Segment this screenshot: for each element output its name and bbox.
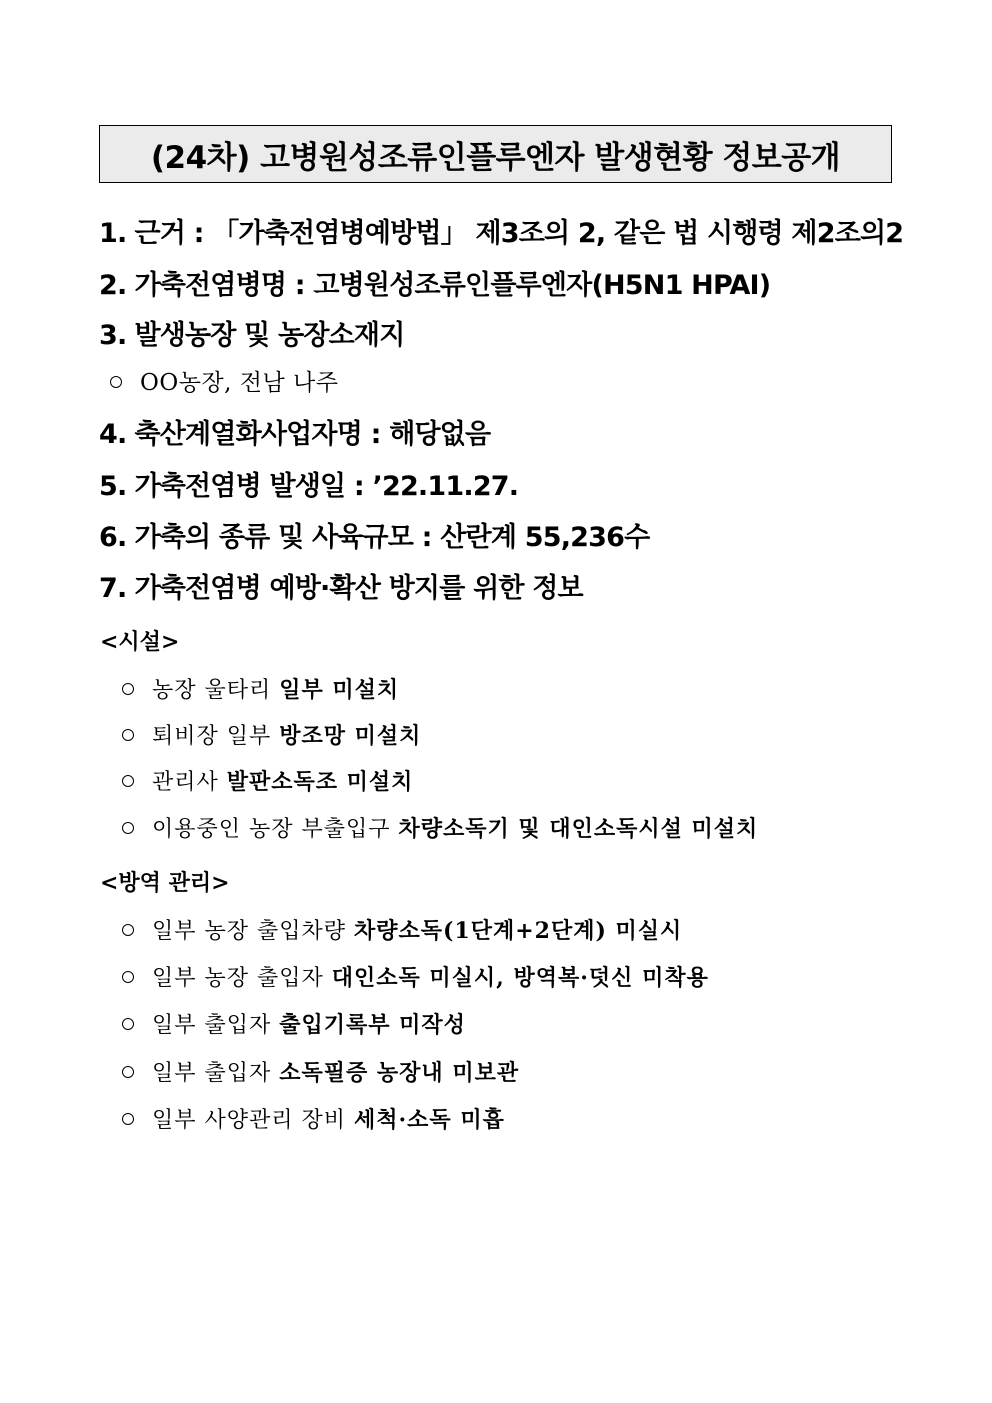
item-bold-text: 대인소독 미실시, 방역복·덧신 미착용 xyxy=(331,965,709,991)
item-plain-text: 일부 출입자 xyxy=(152,1061,280,1086)
farm-location-item xyxy=(110,368,338,398)
management-item xyxy=(122,1105,505,1136)
facilities-label: <시설> xyxy=(100,629,180,655)
heading-farm-location xyxy=(99,319,404,353)
facility-item xyxy=(122,721,421,752)
heading-number: 4. xyxy=(99,419,127,450)
farm-location-text: OO농장, 전남 나주 xyxy=(140,370,339,396)
heading-text: 가축의 종류 및 사육규모 : 산란계 55,236수 xyxy=(134,522,650,553)
heading-livestock-type xyxy=(99,521,649,555)
heading-text: 가축전염병명 : 고병원성조류인플루엔자(H5N1 HPAI) xyxy=(134,270,771,301)
heading-number: 2. xyxy=(99,270,127,301)
heading-outbreak-date xyxy=(99,470,518,504)
item-plain-text: 농장 울타리 xyxy=(152,678,280,703)
heading-number: 5. xyxy=(99,471,127,502)
circle-bullet-icon xyxy=(122,1113,134,1125)
item-plain-text: 일부 농장 출입자 xyxy=(152,966,332,991)
facility-item xyxy=(122,814,758,845)
item-plain-text: 일부 농장 출입차량 xyxy=(152,919,354,944)
item-bold-text: 소독필증 농장내 미보관 xyxy=(279,1060,520,1086)
circle-bullet-icon xyxy=(122,1018,134,1030)
circle-bullet-icon xyxy=(122,729,134,741)
heading-text: 가축전염병 예방·확산 방지를 위한 정보 xyxy=(134,573,583,604)
facility-item xyxy=(122,675,399,706)
item-bold-text: 일부 미설치 xyxy=(279,677,400,703)
heading-text: 축산계열화사업자명 : 해당없음 xyxy=(134,419,491,450)
item-bold-text: 방조망 미설치 xyxy=(279,723,422,749)
item-bold-text: 세척·소독 미흡 xyxy=(354,1107,505,1133)
management-item xyxy=(122,916,682,947)
item-plain-text: 일부 사양관리 장비 xyxy=(152,1108,354,1133)
circle-bullet-icon xyxy=(110,376,122,388)
management-item xyxy=(122,963,709,994)
item-bold-text: 발판소독조 미설치 xyxy=(226,769,414,795)
item-bold-text: 차량소독기 및 대인소독시설 미설치 xyxy=(398,816,759,842)
title-box xyxy=(99,125,892,183)
item-plain-text: 일부 출입자 xyxy=(152,1013,280,1038)
page-title: (24차) 고병원성조류인플루엔자 발생현황 정보공개 xyxy=(150,139,841,176)
item-bold-text: 출입기록부 미작성 xyxy=(279,1012,466,1038)
heading-integrator xyxy=(99,418,490,452)
facility-item xyxy=(122,767,413,798)
circle-bullet-icon xyxy=(122,1066,134,1078)
heading-number: 1. xyxy=(99,218,127,249)
heading-prevention-info xyxy=(99,572,583,606)
circle-bullet-icon xyxy=(122,822,134,834)
circle-bullet-icon xyxy=(122,924,134,936)
item-plain-text: 관리사 xyxy=(152,770,227,795)
management-item xyxy=(122,1058,519,1089)
heading-disease-name xyxy=(99,269,770,303)
heading-text: 발생농장 및 농장소재지 xyxy=(134,320,405,351)
heading-number: 7. xyxy=(99,573,127,604)
heading-number: 6. xyxy=(99,522,127,553)
heading-number: 3. xyxy=(99,320,127,351)
circle-bullet-icon xyxy=(122,775,134,787)
circle-bullet-icon xyxy=(122,683,134,695)
heading-basis xyxy=(99,217,903,251)
item-plain-text: 이용중인 농장 부출입구 xyxy=(152,817,399,842)
circle-bullet-icon xyxy=(122,971,134,983)
management-label: <방역 관리> xyxy=(100,870,230,896)
management-item xyxy=(122,1010,466,1041)
heading-text: 가축전염병 발생일 : ’22.11.27. xyxy=(134,471,519,502)
item-plain-text: 퇴비장 일부 xyxy=(152,724,280,749)
item-bold-text: 차량소독(1단계+2단계) 미실시 xyxy=(354,918,683,944)
heading-text: 근거 : 「가축전염병예방법」 제3조의 2, 같은 법 시행령 제2조의2 xyxy=(134,218,904,249)
